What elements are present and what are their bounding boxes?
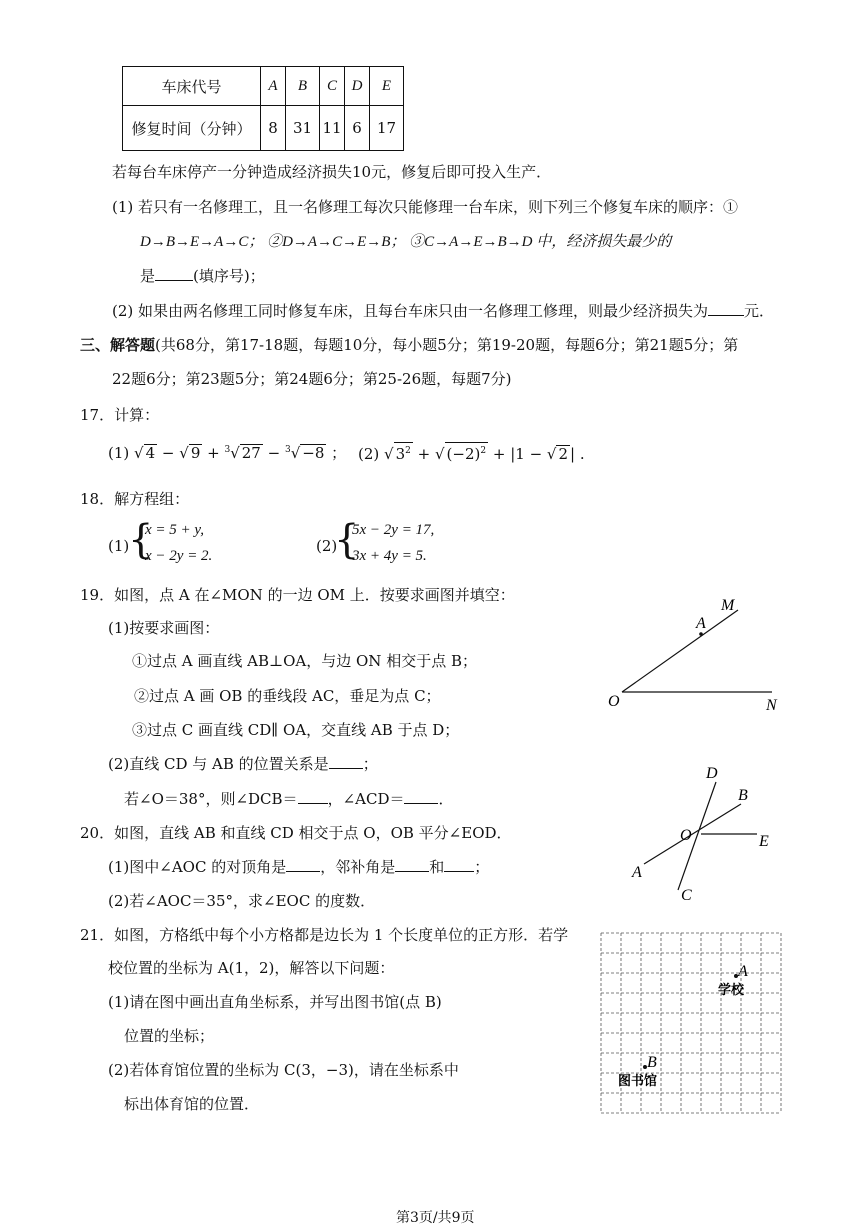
q20-p1-c: 和 xyxy=(429,858,445,876)
q21-line1: 21．如图，方格纸中每个小方格都是边长为 1 个长度单位的正方形．若学 xyxy=(80,926,569,944)
q16-p2-b: 元． xyxy=(744,302,775,320)
table-cell: 31 xyxy=(286,106,320,151)
answer-blank xyxy=(395,871,429,872)
q16-p1-line2: D→B→E→A→C； ②D→A→C→E→B； ③C→A→E→B→D 中，经济损失最少的 xyxy=(140,234,672,250)
q18-p2-eq1: 5x − 2y = 17, xyxy=(352,522,435,538)
q18-p2-eq2: 3x + 4y = 5. xyxy=(352,548,427,564)
q20-p1-d: ； xyxy=(474,858,490,876)
q18-p1-label: (1) xyxy=(108,537,130,555)
q19-step2: ②过点 A 画 OB 的垂线段 AC，垂足为点 C； xyxy=(134,687,441,705)
q20-lines-figure xyxy=(620,760,780,905)
section3-desc2: 22题6分；第23题5分；第24题6分；第25-26题，每题7分) xyxy=(112,370,512,388)
q16-p2 xyxy=(112,300,774,321)
label-o: O xyxy=(680,827,692,844)
q21-line2: 校位置的坐标为 A(1，2)，解答以下问题： xyxy=(108,959,395,977)
q21-grid-figure xyxy=(598,930,784,1116)
table-header-label: 车床代号 xyxy=(123,67,261,106)
q19-p2-b: ； xyxy=(362,755,378,773)
q21-p2-b: 标出体育馆的位置． xyxy=(124,1095,260,1113)
label-a: A xyxy=(696,615,706,632)
q17-p1-math: √ 4 − √ 9 + $^3$√ 27 − $^3$√ −8 ； xyxy=(134,444,347,462)
q18-title: 18．解方程组： xyxy=(80,490,190,508)
q19-p3-a: 若∠O＝38°，则∠DCB＝ xyxy=(124,790,298,808)
q19-title: 19．如图，点 A 在∠MON 的一边 OM 上．按要求画图并填空： xyxy=(80,586,515,604)
q19-step3: ③过点 C 画直线 CD∥ OA，交直线 AB 于点 D； xyxy=(132,721,460,739)
q19-p3 xyxy=(124,788,453,809)
table-cell: E xyxy=(370,67,404,106)
q16-p1-line1: (1) 若只有一名修理工，且一名修理工每次只能修理一台车床，则下列三个修复车床的顺序：① xyxy=(112,198,739,216)
q20-p1-a: (1)图中∠AOC 的对顶角是 xyxy=(108,858,287,876)
q18-p2-label: (2) xyxy=(316,537,338,555)
q19-p3-c: ． xyxy=(438,790,454,808)
label-e: E xyxy=(759,833,769,850)
brace-icon: { xyxy=(334,517,360,563)
q16-p1-line3-a: 是 xyxy=(140,267,156,285)
section3-label: 三、解答题 xyxy=(80,336,156,354)
q21-p1-b: 位置的坐标； xyxy=(124,1027,215,1045)
q17-expr1 xyxy=(108,442,346,463)
answer-blank xyxy=(708,315,744,316)
q17-title: 17．计算： xyxy=(80,406,160,424)
q16-p2-a: (2) 如果由两名修理工同时修复车床，且每台车床只由一名修理工修理，则最少经济损失为 xyxy=(112,302,709,320)
q17-expr2 xyxy=(358,442,585,463)
answer-blank xyxy=(329,768,363,769)
q16-intro: 若每台车床停产一分钟造成经济损失10元，修复后即可投入生产． xyxy=(112,163,552,181)
q20-p1-b: ，邻补角是 xyxy=(320,858,396,876)
answer-blank xyxy=(298,803,328,804)
q19-angle-figure xyxy=(600,590,790,715)
label-a: A xyxy=(632,864,642,881)
ray-om xyxy=(622,610,738,692)
answer-blank xyxy=(155,280,193,281)
q16-p1-line3-b: (填序号)； xyxy=(193,267,265,285)
q19-p3-b: ，∠ACD＝ xyxy=(327,790,405,808)
q20-p2: (2)若∠AOC＝35°，求∠EOC 的度数． xyxy=(108,892,376,910)
table-cell: 6 xyxy=(345,106,370,151)
repair-time-table xyxy=(122,66,404,151)
answer-blank xyxy=(286,871,320,872)
label-school: 学校 xyxy=(718,983,745,998)
table-cell: A xyxy=(261,67,286,106)
q17-p2-math: √ $3^2$ + √ $(-2)^2 + |1$ − √ 2 | . xyxy=(384,445,585,463)
brace-icon: { xyxy=(128,517,154,563)
section3-line1 xyxy=(80,334,738,355)
table-row-label: 修复时间（分钟） xyxy=(123,106,261,151)
page-number: 第3页/共9页 xyxy=(396,1210,475,1226)
table-cell: B xyxy=(286,67,320,106)
q16-p1-line3 xyxy=(140,265,265,286)
q20-title: 20．如图，直线 AB 和直线 CD 相交于点 O，OB 平分∠EOD． xyxy=(80,824,512,842)
table-cell: C xyxy=(320,67,345,106)
q19-step1: ①过点 A 画直线 AB⊥OA，与边 ON 相交于点 B； xyxy=(132,652,477,670)
label-a: A xyxy=(738,963,748,980)
label-library: 图书馆 xyxy=(618,1074,658,1089)
table-cell: D xyxy=(345,67,370,106)
q19-p1: (1)按要求画图： xyxy=(108,619,220,637)
label-n: N xyxy=(766,697,777,714)
q18-p1-eq2: x − 2y = 2. xyxy=(145,548,213,564)
label-b: B xyxy=(647,1054,657,1071)
label-o: O xyxy=(608,693,620,710)
label-c: C xyxy=(681,887,692,904)
q21-p2-a: (2)若体育馆位置的坐标为 C(3，−3)，请在坐标系中 xyxy=(108,1061,459,1079)
label-m: M xyxy=(721,597,735,614)
section3-desc1: (共68分，第17-18题，每题10分，每小题5分；第19-20题，每题6分；第21题5分；第 xyxy=(155,336,739,354)
q19-p2 xyxy=(108,753,378,774)
label-d: D xyxy=(706,765,718,782)
q17-p2-label: (2) xyxy=(358,445,380,463)
q20-p1 xyxy=(108,856,489,877)
q19-p2-a: (2)直线 CD 与 AB 的位置关系是 xyxy=(108,755,329,773)
label-b: B xyxy=(738,787,748,804)
answer-blank xyxy=(444,871,474,872)
table-cell: 17 xyxy=(370,106,404,151)
q17-p1-label: (1) xyxy=(108,444,130,462)
table-cell: 11 xyxy=(320,106,345,151)
table-cell: 8 xyxy=(261,106,286,151)
q18-p1-eq1: x = 5 + y, xyxy=(145,522,204,538)
answer-blank xyxy=(404,803,438,804)
q21-p1-a: (1)请在图中画出直角坐标系，并写出图书馆(点 B) xyxy=(108,993,442,1011)
point-a xyxy=(699,632,703,636)
